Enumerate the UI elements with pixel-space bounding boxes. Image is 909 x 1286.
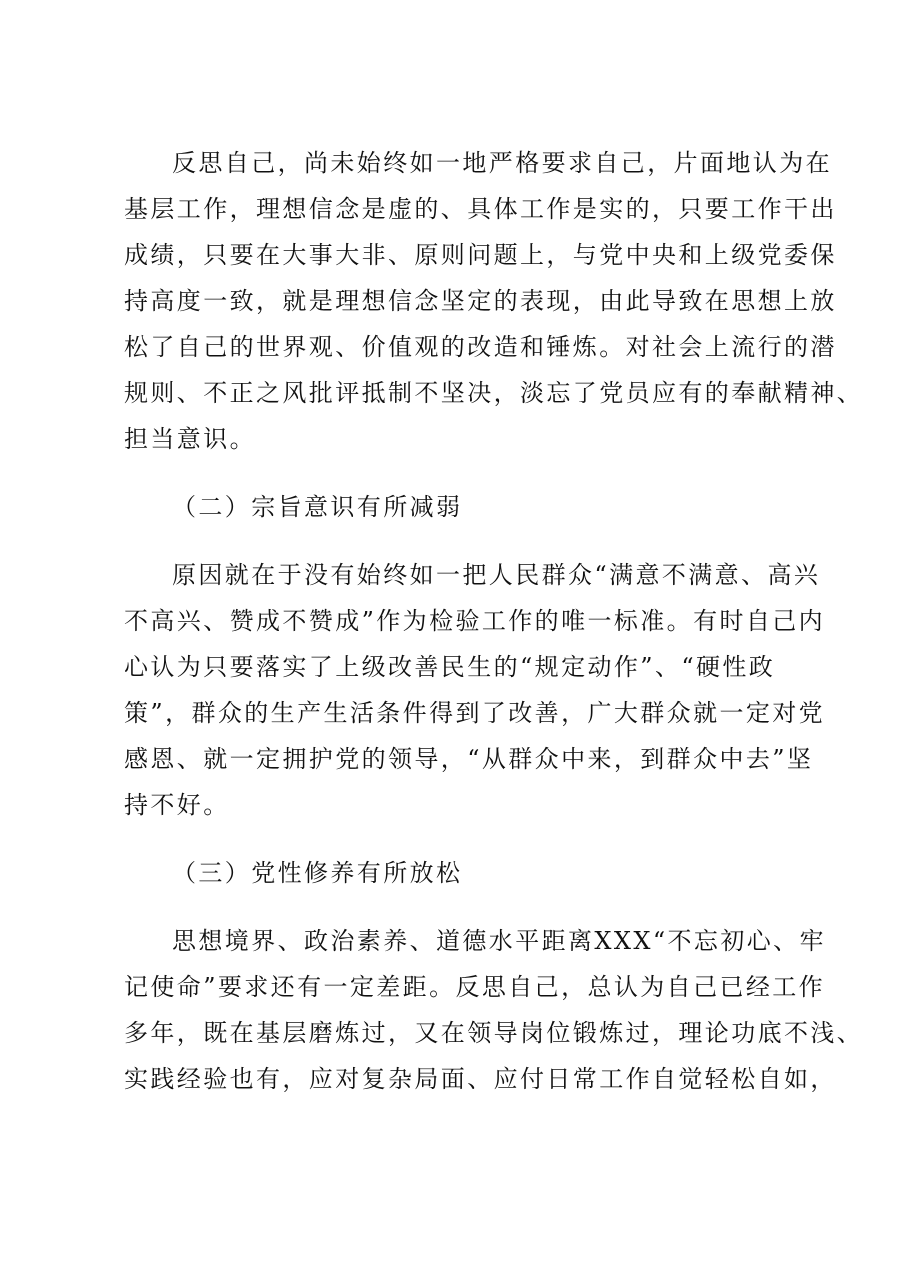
text-line: 原因就在于没有始终如一把人民群众“满意不满意、高兴 [172,561,821,589]
text-line: 反思自己，尚未始终如一地严格要求自己，片面地认为在 [172,149,832,177]
document-body [124,140,864,1102]
text-line: 不高兴、赞成不赞成”作为检验工作的唯一标准。有时自己内 [124,607,826,635]
heading-text: （二）宗旨意识有所减弱 [172,493,463,521]
paragraph-2 [124,552,824,828]
paragraph-3 [124,918,864,1102]
text-line: 多年，既在基层磨炼过，又在领导岗位锻炼过，理论功底不浅、 [124,1019,864,1047]
text-line: 记使命”要求还有一定差距。反思自己，总认为自己已经工作 [124,973,826,1001]
text-line: 持不好。 [124,791,230,819]
text-line: 规则、不正之风批评抵制不坚决，淡忘了党员应有的奉献精神、 [124,379,864,407]
text-line: 策”，群众的生产生活条件得到了改善，广大群众就一定对党 [124,699,826,727]
text-line: 实践经验也有，应对复杂局面、应付日常工作自觉轻松自如， [124,1065,837,1093]
text-line: 感恩、就一定拥护党的领导，“从群众中来，到群众中去”坚 [124,745,814,773]
text-line: 担当意识。 [124,425,256,453]
text-line: 成绩，只要在大事大非、原则问题上，与党中央和上级党委保 [124,241,837,269]
text-line: 松了自己的世界观、价值观的改造和锤炼。对社会上流行的潜 [124,333,837,361]
heading-text: （三）党性修养有所放松 [172,859,463,887]
text-line: 基层工作，理想信念是虚的、具体工作是实的，只要工作干出 [124,195,837,223]
text-line: 持高度一致，就是理想信念坚定的表现，由此导致在思想上放 [124,287,837,315]
paragraph-1 [124,140,864,462]
section-heading-3 [124,850,824,896]
text-line: 思想境界、政治素养、道德水平距离XXX“不忘初心、牢 [172,927,826,955]
section-heading-2 [124,484,824,530]
text-line: 心认为只要落实了上级改善民生的“规定动作”、“硬性政 [124,653,776,681]
